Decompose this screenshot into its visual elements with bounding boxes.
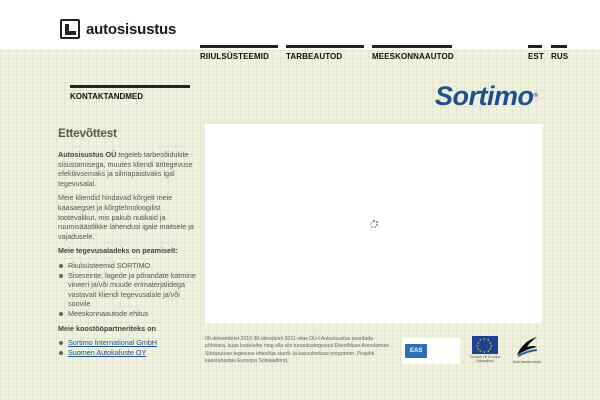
activities-heading: Meie tegevusaladeks on peamiselt: [58, 246, 178, 256]
company-description [58, 150, 200, 362]
page-title: Ettevõttest [58, 126, 117, 140]
activities-list [58, 261, 200, 319]
list-item: Siseseinte, lagede ja põrandate katmine vineeri ja/või muude erimaterjalidega vastavalt kliendi tegevusalale ja/või soovile [58, 271, 200, 309]
lang-rus-link[interactable]: RUS [551, 45, 567, 63]
partners-heading: Meie koostööpartneriteks on [58, 323, 156, 333]
lang-est-link[interactable]: EST [528, 45, 542, 63]
site-logo[interactable] [60, 18, 176, 40]
partner-link-suomen[interactable]: Suomen Autokaluste OY [68, 347, 147, 357]
partners-list [58, 338, 200, 357]
slideshow-area[interactable] [205, 124, 542, 323]
intro-text: tegeleb tarbesõidukite sisustamisega, muutes kliendi äritegevuse efektiivsemaks ja silmapaistvaks igal tegevusalal. [58, 150, 193, 188]
eas-logo [402, 338, 460, 364]
registered-mark-icon: ® [533, 93, 538, 99]
nav-item-kontaktandmed[interactable]: KONTAKTANDMED [70, 85, 190, 103]
eu-social-fund-logo [466, 336, 504, 368]
list-item: Meeskonnaautode ehitus [58, 309, 200, 319]
sortimo-logo[interactable] [435, 83, 537, 110]
eas-logo-text: EAS [405, 344, 427, 358]
estonia-swallow-icon [515, 335, 539, 359]
list-item [58, 338, 200, 348]
brand-name: autosisustus [86, 20, 177, 38]
estonia-caption: Eesti tuleviku heaks [512, 360, 542, 364]
sortimo-logo-text: Sortimo [435, 81, 534, 111]
partner-link-sortimo[interactable]: Sortimo International GmbH [68, 338, 158, 348]
nav-item-meeskonnaautod[interactable]: MEESKONNAAUTOD [372, 45, 452, 63]
company-name: Autosisustus OÜ [58, 150, 117, 159]
list-item: Riiulsüsteemid SORTIMO [58, 261, 200, 271]
list-item [58, 348, 200, 358]
estonia-future-logo [511, 335, 543, 368]
funding-notice: 06.detsembrist 2010 30.oktoobrini 2011 viias OÜ-l Autosisustus sooritada põhivara, kuas koduleihe ning ella viis turundustegevusi Ettevõtluse Arendamise Sihtasutuse tegevuse ettevõtja stardi- ja kasvutoetuse programm. Projekti kaasrahastas Euroopa Sotsiaalfond. [205, 336, 389, 365]
loading-spinner-icon [370, 220, 378, 228]
intro-paragraph [58, 150, 200, 188]
nav-item-riiulsusteemid[interactable]: RIIULSÜSTEEMID [200, 45, 278, 63]
nav-item-tarbeautod[interactable]: TARBEAUTOD [286, 45, 364, 63]
brand-mark-icon [60, 19, 80, 39]
eu-caption: Euroopa Liit Euroopa Sotsiaalfond [470, 355, 500, 363]
customers-paragraph: Meie kliendid hindavad kõrgelt meie kaasaegset ja kõrgtehnoloogilist tootevalikut, mis pakub nutikaid ja ruumisäästlikke lahendusi igale maitsele ja vajadusele. [58, 193, 194, 241]
eu-flag-icon: ★ ★ ★ ★ ★ ★ ★ ★ ★ ★ ★ ★ [472, 336, 498, 354]
